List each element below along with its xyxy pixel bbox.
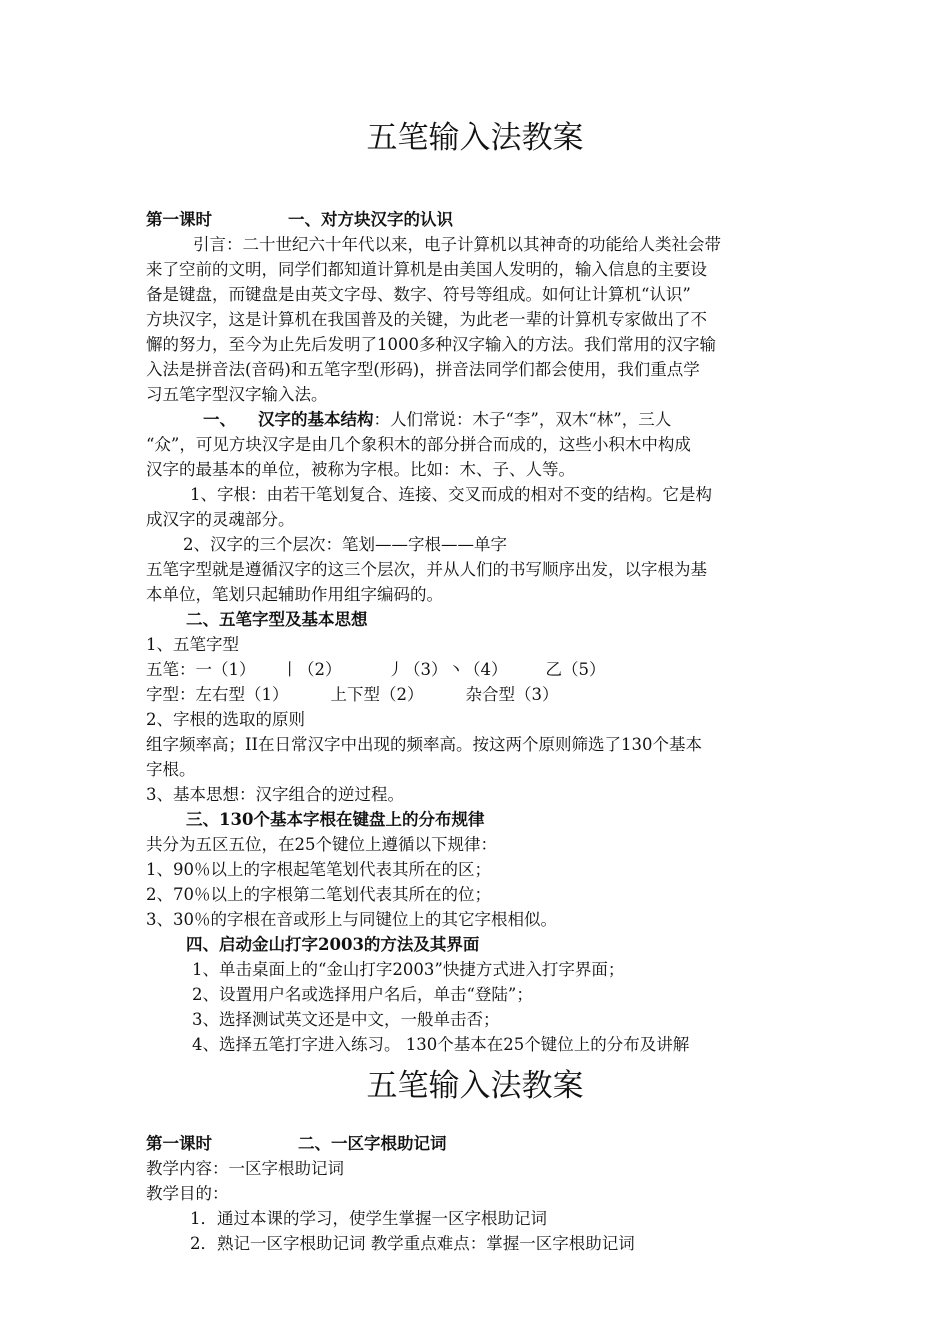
types-label: 字型： (146, 685, 196, 704)
paragraph-line: 五笔字型就是遵循汉字的这三个层次，并从人们的书写顺序出发，以字根为基 (146, 560, 707, 579)
type-item: 左右型（1） (195, 685, 289, 704)
subheading: 3、基本思想：汉字组合的逆过程。 (146, 785, 404, 804)
radical-definition: 1、字根：由若干笔划复合、连接、交叉而成的相对不变的结构。它是构 (190, 485, 712, 504)
section-heading: 四、启动金山打字2003的方法及其界面 (186, 935, 480, 954)
three-levels: 2、汉字的三个层次：笔划——字根——单字 (183, 535, 507, 554)
paragraph-line: 本单位，笔划只起辅助作用组字编码的。 (146, 585, 443, 604)
rule-item: 3、30％的字根在音或形上与同键位上的其它字根相似。 (146, 910, 557, 929)
rule-item: 2、70％以上的字根第二笔划代表其所在的位； (146, 885, 491, 904)
intro-line: 入法是拼音法(音码)和五笔字型(形码)，拼音法同学们都会使用，我们重点学 (146, 360, 700, 379)
lesson-period: 第一课时 (146, 1134, 212, 1153)
strokes-line (146, 658, 606, 682)
stroke-item: 丶（4） (447, 660, 508, 679)
intro-line: 引言：二十世纪六十年代以来，电子计算机以其神奇的功能给人类社会带 (193, 235, 721, 254)
lesson-period: 第一课时 (146, 210, 212, 229)
subheading: 2、字根的选取的原则 (146, 710, 305, 729)
section-heading: 二、一区字根助记词 (298, 1134, 447, 1153)
paragraph-line: 字根。 (146, 760, 196, 779)
section-heading: 二、五笔字型及基本思想 (186, 610, 368, 629)
step-item: 2、设置用户名或选择用户名后，单击“登陆”； (192, 985, 533, 1004)
intro-line: 备是键盘，而键盘是由英文字母、数字、符号等组成。如何让计算机“认识” (146, 285, 691, 304)
stroke-item: 丨（2） (281, 660, 342, 679)
intro-line: 来了空前的文明，同学们都知道计算机是由美国人发明的，输入信息的主要设 (146, 260, 707, 279)
type-item: 杂合型（3） (465, 685, 559, 704)
page-title: 五笔输入法教案 (366, 120, 584, 156)
section-heading: 汉字的基本结构 (258, 410, 374, 429)
step-item: 3、选择测试英文还是中文，一般单击否； (192, 1010, 500, 1029)
strokes-label: 五笔： (146, 660, 196, 679)
goal-item: 2．熟记一区字根助记词 教学重点难点：掌握一区字根助记词 (190, 1234, 635, 1253)
step-item: 1、单击桌面上的“金山打字2003”快捷方式进入打字界面； (192, 960, 625, 979)
structure-line: 汉字的最基本的单位，被称为字根。比如：木、子、人等。 (146, 460, 575, 479)
page-title: 五笔输入法教案 (366, 1068, 584, 1104)
step-item: 4、选择五笔打字进入练习。 130个基本在25个键位上的分布及讲解 (192, 1035, 690, 1054)
structure-line: “众”，可见方块汉字是由几个象积木的部分拼合而成的，这些小积木中构成 (146, 435, 691, 454)
intro-line: 习五笔字型汉字输入法。 (146, 385, 328, 404)
rule-item: 1、90％以上的字根起笔笔划代表其所在的区； (146, 860, 491, 879)
structure-line (203, 408, 671, 432)
paragraph-line: 共分为五区五位，在25个键位上遵循以下规律： (146, 835, 497, 854)
types-line (146, 683, 559, 707)
teaching-goals-label: 教学目的： (146, 1184, 229, 1203)
section-heading: 三、130个基本字根在键盘上的分布规律 (186, 810, 485, 829)
teaching-content: 教学内容：一区字根助记词 (146, 1159, 344, 1178)
stroke-item: 乙（5） (545, 660, 606, 679)
goal-item: 1．通过本课的学习，使学生掌握一区字根助记词 (190, 1209, 547, 1228)
structure-text: ：人们常说：木子“李”，双木“林”，三人 (373, 410, 672, 429)
paragraph-line: 组字频率高；II在日常汉字中出现的频率高。按这两个原则筛选了130个基本 (146, 735, 703, 754)
stroke-item: 丿（3） (387, 660, 448, 679)
intro-line: 懈的努力，至今为止先后发明了1000多种汉字输入的方法。我们常用的汉字输 (146, 335, 716, 354)
intro-line: 方块汉字，这是计算机在我国普及的关键，为此老一辈的计算机专家做出了不 (146, 310, 707, 329)
type-item: 上下型（2） (330, 685, 424, 704)
section-number: 一、 (203, 410, 236, 429)
section-heading: 一、对方块汉字的认识 (288, 210, 453, 229)
radical-definition: 成汉字的灵魂部分。 (146, 510, 295, 529)
subheading: 1、五笔字型 (146, 635, 239, 654)
stroke-item: 一（1） (195, 660, 256, 679)
